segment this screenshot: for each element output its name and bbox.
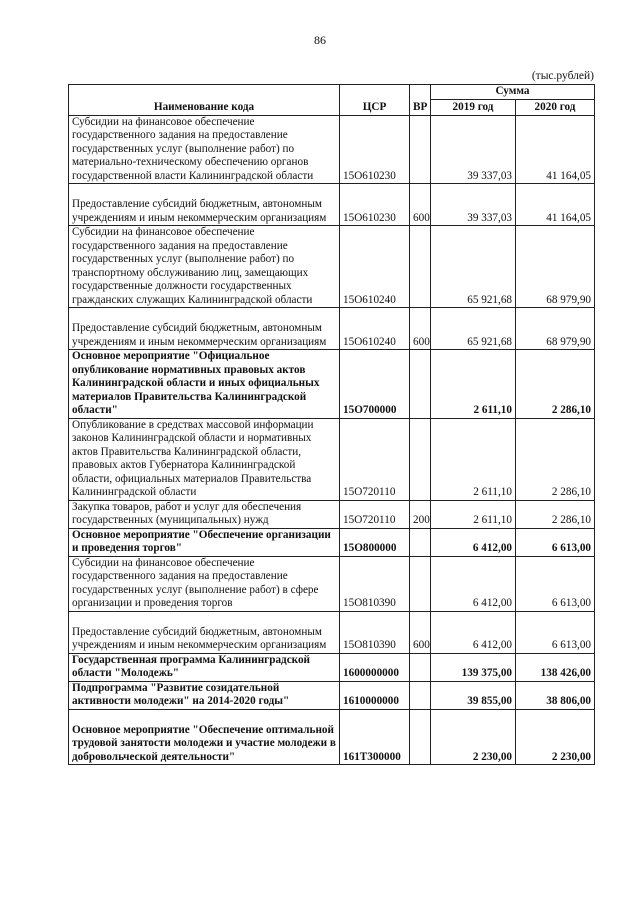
- row-amount-2020: 41 164,05: [516, 184, 595, 226]
- row-csr: 15О610230: [340, 184, 410, 226]
- units-label: (тыс.рублей): [531, 70, 594, 82]
- table-row: [69, 681, 595, 709]
- table-row: [69, 653, 595, 681]
- row-amount-2020: 6 613,00: [516, 528, 595, 556]
- row-amount-2019: 2 611,10: [431, 350, 516, 419]
- row-csr: 15О700000: [340, 350, 410, 419]
- row-csr: 15О720110: [340, 500, 410, 528]
- table-row: [69, 709, 595, 765]
- row-vr: 600: [410, 184, 431, 226]
- row-amount-2019: 6 412,00: [431, 528, 516, 556]
- row-amount-2020: 2 230,00: [516, 709, 595, 765]
- row-vr: 200: [410, 500, 431, 528]
- header-csr: ЦСР: [340, 85, 410, 116]
- row-vr: [410, 350, 431, 419]
- table-row: [69, 556, 595, 611]
- row-name: Субсидии на финансовое обеспечение государственного задания на предоставление государственных услуг (выполнение работ) в сфере организации и проведения торгов: [69, 556, 340, 611]
- row-amount-2020: 138 426,00: [516, 653, 595, 681]
- row-vr: 600: [410, 308, 431, 350]
- row-amount-2020: 41 164,05: [516, 115, 595, 184]
- row-name: Государственная программа Калининградской области "Молодежь": [69, 653, 340, 681]
- row-name: Субсидии на финансовое обеспечение государственного задания на предоставление государственных услуг (выполнение работ) по материально-техническому обеспечению органов государственной власти Калининградской области: [69, 115, 340, 184]
- row-amount-2019: 2 611,10: [431, 500, 516, 528]
- row-amount-2019: 2 611,10: [431, 418, 516, 500]
- row-amount-2020: 6 613,00: [516, 556, 595, 611]
- row-name: Субсидии на финансовое обеспечение государственного задания на предоставление государственных услуг (выполнение работ) по транспортному обслуживанию лиц, замещающих государственные должности государственных гражданских служащих Калининградской области: [69, 226, 340, 308]
- row-amount-2019: 6 412,00: [431, 556, 516, 611]
- row-amount-2019: 65 921,68: [431, 308, 516, 350]
- row-csr: 1600000000: [340, 653, 410, 681]
- header-name: Наименование кода: [69, 85, 340, 116]
- row-csr: 1610000000: [340, 681, 410, 709]
- row-name: Закупка товаров, работ и услуг для обеспечения государственных (муниципальных) нужд: [69, 500, 340, 528]
- header-year-2020: 2020 год: [516, 99, 595, 115]
- table-body: [69, 115, 595, 765]
- row-amount-2020: 2 286,10: [516, 350, 595, 419]
- table-row: [69, 528, 595, 556]
- row-vr: [410, 681, 431, 709]
- table-row: [69, 350, 595, 419]
- row-vr: 600: [410, 611, 431, 653]
- row-name: Опубликование в средствах массовой информации законов Калининградской области и нормативных актов Правительства Калининградской области, правовых актов Губернатора Калининградской области, официальных материалов Правительства Калининградской области: [69, 418, 340, 500]
- row-vr: [410, 418, 431, 500]
- row-name: Предоставление субсидий бюджетным, автономным учреждениям и иным некоммерческим организациям: [69, 184, 340, 226]
- row-csr: 161Т300000: [340, 709, 410, 765]
- row-vr: [410, 653, 431, 681]
- row-csr: 15О720110: [340, 418, 410, 500]
- table-row: [69, 184, 595, 226]
- row-name: Подпрограмма "Развитие созидательной активности молодежи" на 2014-2020 годы": [69, 681, 340, 709]
- row-amount-2020: 2 286,10: [516, 418, 595, 500]
- row-amount-2020: 6 613,00: [516, 611, 595, 653]
- header-vr: ВР: [410, 85, 431, 116]
- row-vr: [410, 709, 431, 765]
- row-csr: 15О810390: [340, 556, 410, 611]
- row-name: Предоставление субсидий бюджетным, автономным учреждениям и иным некоммерческим организациям: [69, 308, 340, 350]
- row-amount-2019: 6 412,00: [431, 611, 516, 653]
- row-amount-2019: 39 337,03: [431, 184, 516, 226]
- header-year-2019: 2019 год: [431, 99, 516, 115]
- table-row: [69, 226, 595, 308]
- table-row: [69, 418, 595, 500]
- row-amount-2020: 68 979,90: [516, 308, 595, 350]
- budget-table: [68, 84, 595, 765]
- row-csr: 15О610240: [340, 308, 410, 350]
- row-name: Основное мероприятие "Официальное опубликование нормативных правовых актов Калининградской области и иных официальных материалов Правительства Калининградской области": [69, 350, 340, 419]
- row-amount-2019: 39 337,03: [431, 115, 516, 184]
- header-sum: Сумма: [431, 85, 595, 100]
- table-row: [69, 115, 595, 184]
- page-number: 86: [314, 33, 326, 47]
- row-csr: 15О610240: [340, 226, 410, 308]
- table-row: [69, 500, 595, 528]
- row-amount-2020: 38 806,00: [516, 681, 595, 709]
- row-vr: [410, 528, 431, 556]
- row-amount-2020: 2 286,10: [516, 500, 595, 528]
- row-csr: 15О810390: [340, 611, 410, 653]
- row-csr: 15О800000: [340, 528, 410, 556]
- row-amount-2020: 68 979,90: [516, 226, 595, 308]
- row-vr: [410, 556, 431, 611]
- row-csr: 15О610230: [340, 115, 410, 184]
- row-amount-2019: 2 230,00: [431, 709, 516, 765]
- row-name: Основное мероприятие "Обеспечение оптимальной трудовой занятости молодежи и участие молодежи в добровольческой деятельности": [69, 709, 340, 765]
- row-amount-2019: 39 855,00: [431, 681, 516, 709]
- table-row: [69, 308, 595, 350]
- row-vr: [410, 115, 431, 184]
- row-amount-2019: 139 375,00: [431, 653, 516, 681]
- row-amount-2019: 65 921,68: [431, 226, 516, 308]
- row-vr: [410, 226, 431, 308]
- row-name: Предоставление субсидий бюджетным, автономным учреждениям и иным некоммерческим организациям: [69, 611, 340, 653]
- table-row: [69, 611, 595, 653]
- row-name: Основное мероприятие "Обеспечение организации и проведения торгов": [69, 528, 340, 556]
